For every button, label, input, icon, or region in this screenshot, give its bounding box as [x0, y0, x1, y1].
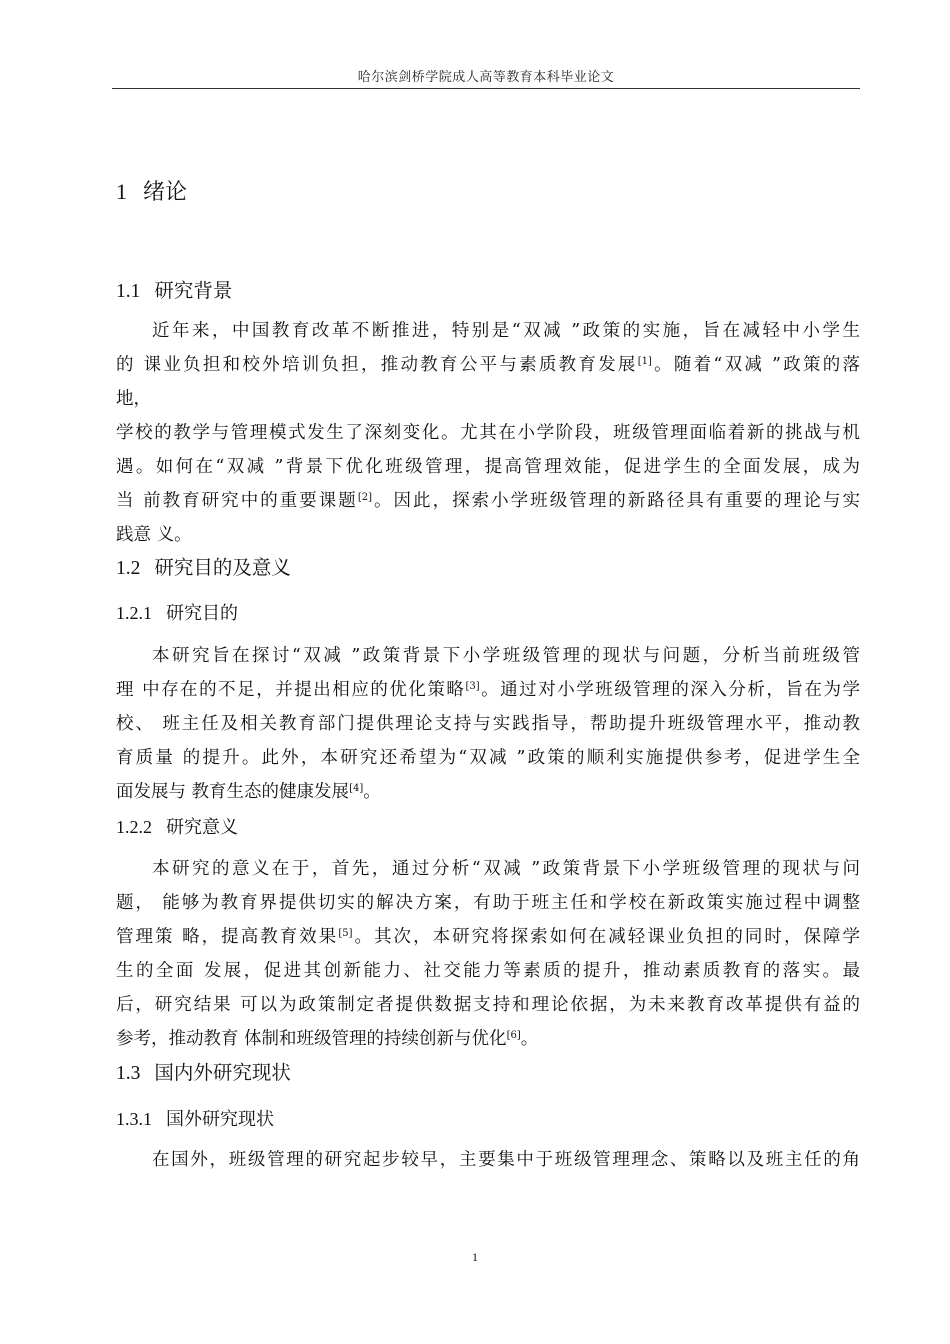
- section-heading-1-3: [116, 1057, 291, 1085]
- subsection-number: 1.2.2: [116, 817, 152, 837]
- citation-ref[interactable]: [4]: [349, 783, 364, 794]
- chapter-heading: [116, 175, 187, 206]
- text-line: 本研究旨在探讨“双减 ”政策背景下小学班级管理的现状与问题，分析当前班级管: [152, 646, 860, 666]
- citation-ref[interactable]: [1]: [637, 356, 652, 367]
- section-title: 研究背景: [154, 279, 233, 302]
- subsection-number: 1.3.1: [116, 1109, 152, 1129]
- citation-ref[interactable]: [2]: [357, 492, 372, 503]
- subsection-heading-1-2-1: [116, 599, 238, 625]
- subsection-title: 国外研究现状: [166, 1109, 274, 1130]
- section-title: 研究目的及意义: [154, 556, 291, 579]
- text-line: 在国外，班级管理的研究起步较早，主要集中于班级管理理念、策略以及班主任的角: [152, 1150, 860, 1170]
- text-line: 当 前教育研究中的重要课题[2]。因此，探索小学班级管理的新路径具有重要的理论与实: [116, 491, 861, 511]
- text-line: 践意 义。: [116, 525, 192, 545]
- paragraph-foreign-research: [116, 1143, 860, 1177]
- text-line: 理 中存在的不足，并提出相应的优化策略[3]。通过对小学班级管理的深入分析，旨在为学: [116, 680, 861, 700]
- subsection-title: 研究意义: [166, 817, 238, 838]
- header-rule: [112, 88, 860, 89]
- text-line: 近年来，中国教育改革不断推进，特别是“双减 ”政策的实施，旨在减轻中小学生: [152, 321, 860, 341]
- text-line: 遇。如何在“双减 ”背景下优化班级管理，提高管理效能，促进学生的全面发展，成为: [116, 457, 860, 477]
- text-line: 学校的教学与管理模式发生了深刻变化。尤其在小学阶段，班级管理面临着新的挑战与机: [116, 423, 860, 443]
- subsection-heading-1-3-1: [116, 1105, 274, 1131]
- citation-ref[interactable]: [3]: [465, 681, 480, 692]
- text-line: 校、 班主任及相关教育部门提供理论支持与实践指导，帮助提升班级管理水平，推动教: [116, 714, 860, 734]
- paragraph-research-background: [116, 314, 860, 552]
- text-line: 后，研究结果 可以为政策制定者提供数据支持和理论依据，为未来教育改革提供有益的: [116, 995, 860, 1015]
- text-line: 管理策 略，提高教育效果[5]。其次，本研究将探索如何在减轻课业负担的同时，保障学: [116, 927, 861, 947]
- section-heading-1-1: [116, 275, 232, 303]
- running-header: 哈尔滨剑桥学院成人高等教育本科毕业论文: [357, 70, 615, 85]
- section-number: 1.1: [116, 281, 141, 302]
- text-line: 育质量 的提升。此外，本研究还希望为“双减 ”政策的顺利实施提供参考，促进学生全: [116, 748, 860, 768]
- subsection-number: 1.2.1: [116, 603, 152, 623]
- chapter-number: 1: [116, 179, 127, 204]
- chapter-title: 绪论: [143, 180, 188, 205]
- section-title: 国内外研究现状: [154, 1061, 291, 1084]
- text-line: 本研究的意义在于，首先，通过分析“双减 ”政策背景下小学班级管理的现状与问: [152, 859, 860, 879]
- text-line: 的 课业负担和校外培训负担，推动教育公平与素质教育发展[1]。随着“双减 ”政策的落: [116, 355, 860, 375]
- text-line: 参考，推动教育 体制和班级管理的持续创新与优化[6]。: [116, 1029, 539, 1049]
- citation-ref[interactable]: [5]: [338, 928, 353, 939]
- text-line: 地，: [116, 389, 151, 409]
- subsection-heading-1-2-2: [116, 813, 238, 839]
- paragraph-research-significance: [116, 852, 860, 1056]
- text-line: 题， 能够为教育界提供切实的解决方案，有助于班主任和学校在新政策实施过程中调整: [116, 893, 860, 913]
- subsection-title: 研究目的: [166, 603, 238, 624]
- citation-ref[interactable]: [6]: [506, 1030, 521, 1041]
- text-line: 面发展与 教育生态的健康发展[4]。: [116, 782, 381, 802]
- paragraph-research-purpose: [116, 639, 860, 809]
- section-heading-1-2: [116, 552, 291, 580]
- text-line: 生的全面 发展，促进其创新能力、社交能力等素质的提升，推动素质教育的落实。最: [116, 961, 860, 981]
- page-number: 1: [472, 1250, 478, 1264]
- section-number: 1.3: [116, 1063, 141, 1084]
- section-number: 1.2: [116, 558, 141, 579]
